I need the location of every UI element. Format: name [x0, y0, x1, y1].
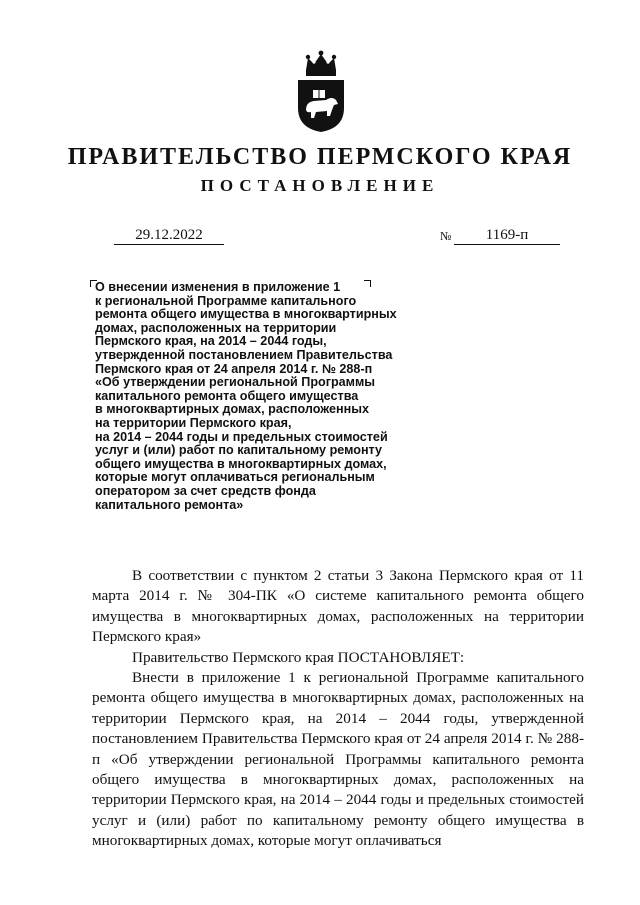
subject-line: «Об утверждении региональной Программы: [95, 375, 376, 390]
subject-line: капитального ремонта общего имущества: [95, 388, 359, 403]
subject-line: ремонта общего имущества в многоквартирных: [95, 307, 397, 322]
subject-line: домах, расположенных на территории: [95, 320, 337, 335]
subject-line: на территории Пермского края,: [95, 415, 292, 430]
subject-line: услуг и (или) работ по капитальному ремонту: [95, 443, 383, 458]
document-date: 29.12.2022: [114, 226, 224, 245]
perm-krai-coat-of-arms-icon: [292, 50, 350, 134]
subject-line: О внесении изменения в приложение 1: [95, 280, 341, 294]
subject-line: в многоквартирных домах, расположенных: [95, 402, 369, 417]
subject-line: оператором за счет средств фонда: [95, 483, 316, 498]
organization-title: ПРАВИТЕЛЬСТВО ПЕРМСКОГО КРАЯ: [67, 144, 573, 170]
subject-line: Пермского края от 24 апреля 2014 г. № 288-п: [95, 361, 373, 376]
subject-line: которые могут оплачиваться региональным: [95, 470, 375, 485]
number-sign: №: [440, 229, 452, 243]
body-paragraph-legal-basis: В соответствии с пунктом 2 статьи 3 Закона Пермского края от 11 марта 2014 г. № 304-ПК «О системе капитального ремонта общего имущества в многоквартирных домах, расположенных на территории Пермского края»: [92, 567, 584, 646]
document-body: [92, 566, 584, 852]
subject-line: общего имущества в многоквартирных домах,: [95, 456, 387, 471]
subject-line: утвержденной постановлением Правительства: [95, 347, 393, 362]
subject-line: к региональной Программе капитального: [95, 293, 357, 308]
document-type: ПОСТАНОВЛЕНИЕ: [200, 176, 440, 195]
subject-line: Пермского края, на 2014 – 2044 годы,: [95, 334, 327, 349]
subject-line: на 2014 – 2044 годы и предельных стоимостей: [95, 429, 388, 444]
subject-line: капитального ремонта»: [95, 497, 244, 512]
body-paragraph-amendment: Внести в приложение 1 к региональной Программе капитального ремонта общего имущества в многоквартирных домах, расположенных на территории Пермского края, на 2014 – 2044 годы, утвержденной постановлением Правительства Пермского края от 24 апреля 2014 г. № 288-п «Об утверждении региональной Программы капитального ремонта общего имущества в многоквартирных домах, расположенных на территории Пермского края, на 2014 – 2044 годы и предельных стоимостей услуг и (или) работ по капитальному ремонту общего имущества в многоквартирных домах, которые могут оплачиваться: [92, 669, 584, 850]
body-paragraph-resolves: Правительство Пермского края ПОСТАНОВЛЯЕТ:: [132, 648, 465, 666]
document-number: 1169-п: [454, 226, 560, 245]
document-subject: [95, 281, 455, 512]
